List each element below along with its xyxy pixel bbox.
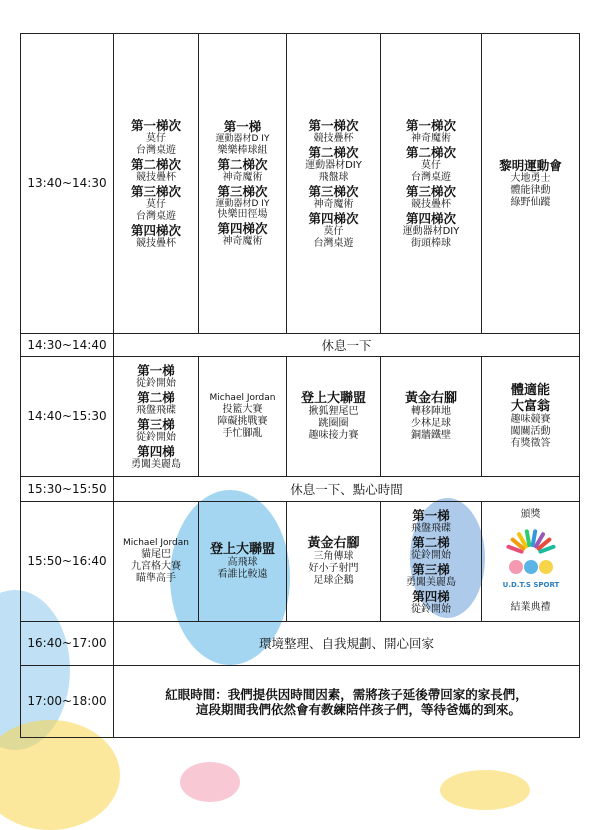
activity-heading: 第一梯 — [137, 362, 175, 378]
pink-blob-bottom — [180, 762, 240, 802]
activity-heading: 第一梯 — [412, 507, 450, 523]
note-line: 這段期間我們依然會有教練陪伴孩子們，等待爸媽的到來。 — [195, 701, 521, 717]
time-slot: 13:40~14:30 — [21, 34, 114, 334]
activity-item: 闖關活動 — [510, 426, 551, 438]
activity-cell — [114, 502, 199, 622]
activity-item: 競技疊杯 — [136, 237, 176, 249]
activity-heading: 第四梯次 — [308, 210, 359, 226]
activity-heading: 第二梯次 — [405, 144, 456, 160]
activity-cell — [482, 357, 580, 477]
schedule-row — [21, 34, 580, 334]
activity-item: 看誰比較遠 — [217, 569, 268, 581]
activity-cell — [381, 502, 482, 622]
activity-item: Michael Jordan — [123, 538, 189, 549]
activity-cell — [287, 34, 381, 334]
activity-item: 競技疊杯 — [136, 171, 176, 183]
activity-item: 神奇魔術 — [222, 236, 263, 248]
activity-item: 街頭棒球 — [411, 237, 451, 249]
activity-heading: 第一梯次 — [405, 117, 456, 133]
activity-item: 高飛球 — [227, 557, 258, 569]
activity-heading: 登上大聯盟 — [209, 541, 275, 557]
activity-heading: 第二梯次 — [217, 156, 268, 172]
activity-item: 運動器材DIY — [305, 159, 362, 171]
udts-sport-logo — [482, 525, 579, 599]
activity-item: 足球企鵝 — [313, 575, 354, 587]
activity-item: 綠野仙蹤 — [510, 197, 551, 208]
activity-heading: 體適能 — [510, 382, 550, 398]
activity-heading: 第二梯 — [412, 534, 450, 550]
activity-item: 神奇魔術 — [222, 171, 263, 183]
activity-item: 好小子射門 — [308, 563, 359, 575]
activity-heading: 第二梯次 — [130, 156, 181, 172]
time-slot: 17:00~18:00 — [21, 666, 114, 738]
activity-item: 投籃大賽 — [222, 403, 263, 415]
activity-cell — [287, 357, 381, 477]
schedule-row — [21, 622, 580, 666]
activity-item: 飛盤飛碟 — [411, 522, 451, 534]
activity-item: 勇闖美麗島 — [131, 458, 181, 470]
activity-item: 趣味接力賽 — [308, 430, 359, 442]
activity-heading: 第四梯 — [137, 443, 175, 459]
activity-item: 轉移陣地 — [411, 406, 451, 418]
schedule-row — [21, 502, 580, 622]
activity-cell — [199, 34, 287, 334]
activity-item: 從鈴開始 — [411, 549, 451, 561]
full-row-activity: 休息一下、點心時間 — [114, 477, 580, 502]
activity-cell — [482, 502, 580, 622]
activity-heading: 第三梯次 — [308, 183, 359, 199]
activity-item: 神奇魔術 — [411, 132, 451, 144]
activity-item: 台灣桌遊 — [313, 237, 354, 249]
activity-item: 神奇魔術 — [313, 198, 354, 210]
activity-item: 手忙腳亂 — [222, 427, 263, 439]
activity-item: 競技疊杯 — [411, 198, 451, 210]
activity-item: 莫仔 — [146, 132, 166, 144]
activity-cell — [287, 502, 381, 622]
activity-heading: 第三梯 — [412, 561, 450, 577]
activity-item: 從鈴開始 — [136, 431, 176, 443]
schedule-table — [20, 33, 580, 738]
time-slot: 15:50~16:40 — [21, 502, 114, 622]
activity-item: 運動器材DIY — [402, 225, 460, 237]
note-line: 紅眼時間：我們提供因時間因素，需將孩子延後帶回家的家長們， — [165, 686, 528, 702]
activity-item: 樂樂棒球組 — [217, 144, 268, 156]
full-row-activity: 休息一下 — [114, 334, 580, 357]
activity-cell — [114, 357, 199, 477]
activity-heading: 第四梯次 — [130, 222, 181, 238]
activity-heading: 第四梯次 — [405, 210, 456, 226]
activity-heading: 第一梯 — [223, 118, 262, 134]
activity-heading: 第一梯次 — [130, 117, 181, 133]
activity-item: 運動器材D IY — [215, 133, 270, 144]
activity-item: 快樂田徑場 — [217, 209, 268, 221]
activity-cell — [482, 34, 580, 334]
activity-heading: 黃金右腳 — [307, 535, 360, 551]
late-pickup-note — [114, 666, 580, 738]
activity-item: 台灣桌遊 — [411, 171, 451, 183]
activity-heading: 大富翁 — [510, 398, 550, 414]
activity-item: 有獎徵答 — [510, 438, 551, 450]
activity-item: 大地勇士 — [510, 173, 551, 184]
activity-heading: 第二梯 — [137, 389, 175, 405]
activity-item: 莫仔 — [146, 198, 166, 210]
activity-item: 三角傳球 — [313, 551, 354, 563]
activity-item: 九宮格大賽 — [131, 560, 181, 572]
activity-cell — [114, 34, 199, 334]
activity-heading: 黃金右腳 — [404, 390, 457, 406]
activity-item: 競技疊杯 — [313, 132, 354, 144]
activity-item: 勇闖美麗島 — [406, 576, 456, 588]
activity-item: 跳圈圈 — [318, 418, 349, 430]
activity-cell — [381, 357, 482, 477]
activity-heading: 第三梯 — [137, 416, 175, 432]
activity-item: 莫仔 — [323, 225, 344, 237]
activity-heading: 黎明運動會 — [499, 158, 562, 173]
activity-heading: 第三梯次 — [405, 183, 456, 199]
activity-item: Michael Jordan — [209, 393, 276, 404]
schedule-row — [21, 666, 580, 738]
activity-cell — [199, 502, 287, 622]
activity-heading: 登上大聯盟 — [300, 390, 366, 406]
schedule-row — [21, 334, 580, 357]
activity-item: 飛盤球 — [318, 171, 349, 183]
activity-item: 結業典禮 — [510, 601, 551, 613]
activity-item: 台灣桌遊 — [136, 210, 176, 222]
activity-item: 運動器材D IY — [215, 198, 270, 209]
activity-item: 莫仔 — [421, 159, 441, 171]
schedule-row — [21, 357, 580, 477]
activity-item: 障礙挑戰賽 — [217, 415, 268, 427]
yellow-blob-bottom — [440, 770, 530, 810]
activity-item: 瞄準高手 — [136, 572, 176, 584]
activity-heading: 第四梯次 — [217, 221, 268, 237]
schedule-row — [21, 477, 580, 502]
activity-heading: 第三梯次 — [130, 183, 181, 199]
activity-item: 台灣桌遊 — [136, 144, 176, 156]
activity-heading: 第二梯次 — [308, 144, 359, 160]
activity-item: 頒獎 — [520, 509, 541, 521]
activity-heading: 第一梯次 — [308, 117, 359, 133]
activity-cell — [381, 34, 482, 334]
time-slot: 16:40~17:00 — [21, 622, 114, 666]
activity-item: 趣味競賽 — [510, 414, 551, 426]
activity-item: 貓尾巴 — [141, 548, 171, 560]
time-slot: 14:30~14:40 — [21, 334, 114, 357]
time-slot: 14:40~15:30 — [21, 357, 114, 477]
activity-heading: 第三梯次 — [217, 183, 268, 199]
activity-cell — [199, 357, 287, 477]
activity-item: 體能律動 — [510, 185, 551, 196]
svg-text:U.D.T.S SPORT: U.D.T.S SPORT — [502, 581, 559, 590]
activity-item: 從鈴開始 — [136, 377, 176, 389]
activity-item: 揪狐狸尾巴 — [308, 406, 359, 418]
activity-item: 飛盤飛碟 — [136, 404, 176, 416]
activity-heading: 第四梯 — [412, 588, 450, 604]
activity-item: 從鈴開始 — [411, 603, 451, 615]
time-slot: 15:30~15:50 — [21, 477, 114, 502]
activity-item: 銅牆鐵壁 — [411, 430, 451, 442]
full-row-activity: 環境整理、自我規劃、開心回家 — [114, 622, 580, 666]
activity-item: 少林足球 — [411, 418, 451, 430]
